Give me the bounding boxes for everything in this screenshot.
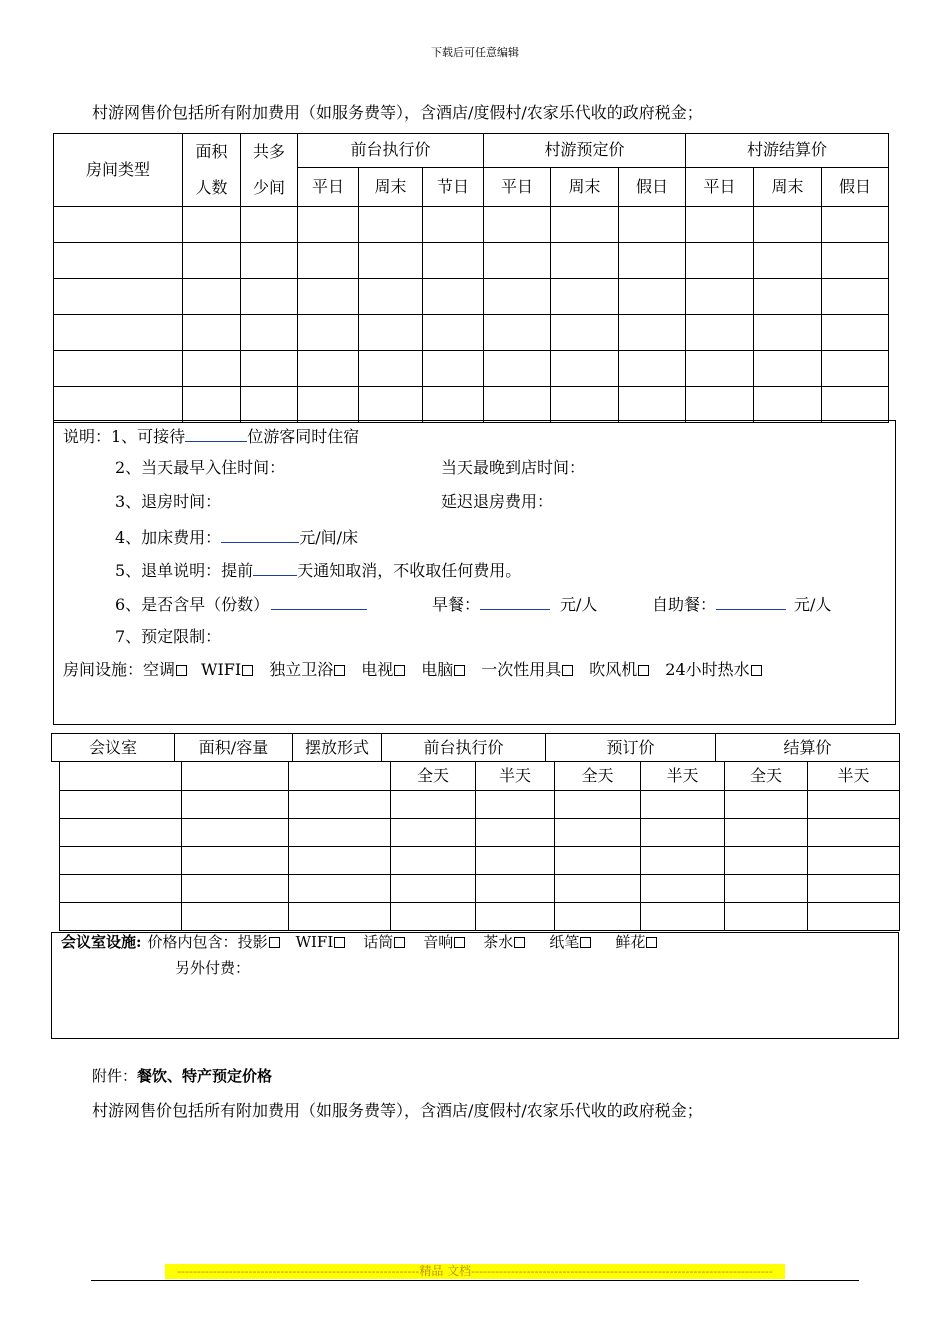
checkbox-tea[interactable] (514, 937, 525, 948)
meeting-header-table (51, 733, 900, 762)
subheader-g3-weekday: 平日 (686, 167, 754, 206)
table-row (60, 875, 900, 903)
checkbox-hairdryer[interactable] (638, 665, 649, 676)
subheader-full-day: 全天 (555, 762, 641, 791)
header-front-desk-price: 前台执行价 (298, 134, 484, 168)
header-room-type: 房间类型 (54, 134, 183, 207)
note-3-checkout: 3、退房时间： (115, 492, 222, 511)
note-6-buffet-price: 自助餐： 元/人 (652, 595, 832, 614)
intro-text-2: 村游网售价包括所有附加费用（如服务费等），含酒店/度假村/农家乐代收的政府税金； (92, 1101, 703, 1120)
subheader-half-day: 半天 (808, 762, 900, 791)
table-row (54, 207, 889, 243)
buffet-price-blank[interactable] (716, 593, 786, 610)
header-area-capacity (183, 134, 241, 207)
header-count-line1: 共多 (252, 142, 285, 161)
subheader-full-day: 全天 (725, 762, 808, 791)
checkbox-projector[interactable] (269, 937, 280, 948)
note-5-cancellation: 5、退单说明：提前 天通知取消，不收取任何费用。 (115, 561, 522, 580)
note-6-breakfast: 6、是否含早（份数） (115, 593, 367, 615)
subheader-full-day: 全天 (391, 762, 476, 791)
header-area-line1: 面积 (195, 142, 228, 161)
meeting-subheader-row (60, 762, 900, 791)
note-4-extra-bed: 4、加床费用： 元/间/床 (115, 528, 358, 547)
header-cunyou-settlement-price: 村游结算价 (686, 134, 889, 168)
subheader-g2-weekend: 周末 (551, 167, 619, 206)
note-1: 说明：1、可接待 位游客同时住宿 (63, 427, 360, 446)
checkbox-disposables[interactable] (562, 665, 573, 676)
table-row (60, 819, 900, 847)
footer-banner: -------------------------------------------------------------精品 文档---------------------------------------------------------------------------- (165, 1264, 785, 1279)
header-cunyou-booking-price: 村游预定价 (484, 134, 686, 168)
subheader-half-day: 半天 (641, 762, 725, 791)
cancel-days-blank[interactable] (253, 559, 297, 576)
note-2-latest-arrival: 当天最晚到店时间： (441, 458, 586, 477)
checkbox-stationery[interactable] (580, 937, 591, 948)
checkbox-ac[interactable] (176, 665, 187, 676)
table-row (54, 351, 889, 387)
meeting-header-layout: 摆放形式 (293, 734, 382, 762)
header-area-line2: 人数 (195, 178, 228, 197)
subheader-g1-holiday: 节日 (423, 167, 484, 206)
meeting-header-area: 面积/容量 (175, 734, 293, 762)
meeting-header-settlement: 结算价 (716, 734, 900, 762)
note-3-late-fee: 延迟退房费用： (441, 492, 554, 511)
intro-text: 村游网售价包括所有附加费用（如服务费等），含酒店/度假村/农家乐代收的政府税金； (92, 103, 703, 122)
subheader-g2-weekday: 平日 (484, 167, 551, 206)
checkbox-wifi[interactable] (242, 665, 253, 676)
meeting-facilities-line: 会议室设施: 价格内包含：投影 WIFI 话筒 音响 茶水 纸笔 鲜花 (61, 933, 657, 952)
header-room-count (241, 134, 298, 207)
checkbox-meeting-wifi[interactable] (334, 937, 345, 948)
table-row (54, 315, 889, 351)
page-header: 下载后可任意编辑 (431, 46, 519, 59)
table-row (54, 243, 889, 279)
subheader-g2-holiday: 假日 (619, 167, 686, 206)
footer-rule (91, 1280, 859, 1281)
extra-bed-fee-blank[interactable] (221, 526, 299, 543)
subheader-half-day: 半天 (476, 762, 555, 791)
meeting-header-room: 会议室 (52, 734, 175, 762)
checkbox-hot-water[interactable] (751, 665, 762, 676)
meeting-header-front-desk: 前台执行价 (382, 734, 546, 762)
checkbox-microphone[interactable] (394, 937, 405, 948)
breakfast-price-blank[interactable] (480, 593, 550, 610)
note-7-restrictions: 7、预定限制： (115, 627, 222, 646)
table-row (54, 387, 889, 423)
meeting-body-table (59, 761, 900, 931)
header-count-line2: 少间 (252, 178, 285, 197)
checkbox-bathroom[interactable] (334, 665, 345, 676)
subheader-g1-weekend: 周末 (359, 167, 423, 206)
note-2-checkin: 2、当天最早入住时间： (115, 458, 286, 477)
checkbox-flowers[interactable] (646, 937, 657, 948)
checkbox-speakers[interactable] (454, 937, 465, 948)
checkbox-tv[interactable] (394, 665, 405, 676)
subheader-g3-holiday: 假日 (822, 167, 889, 206)
checkbox-computer[interactable] (454, 665, 465, 676)
guest-capacity-blank[interactable] (185, 425, 247, 442)
meeting-extra-fee: 另外付费： (175, 959, 251, 977)
subheader-g1-weekday: 平日 (298, 167, 359, 206)
table-row (54, 279, 889, 315)
breakfast-count-blank[interactable] (271, 593, 367, 610)
attachment-line: 附件：餐饮、特产预定价格 (92, 1067, 273, 1085)
table-row (60, 847, 900, 875)
table-row (60, 903, 900, 931)
subheader-g3-weekend: 周末 (754, 167, 822, 206)
room-price-table (53, 133, 889, 423)
note-6-breakfast-price: 早餐： 元/人 (432, 595, 598, 614)
table-row (60, 791, 900, 819)
room-facilities: 房间设施：空调 WIFI 独立卫浴 电视 电脑 一次性用具 吹风机 24小时热水 (63, 660, 762, 680)
meeting-header-booking: 预订价 (546, 734, 716, 762)
